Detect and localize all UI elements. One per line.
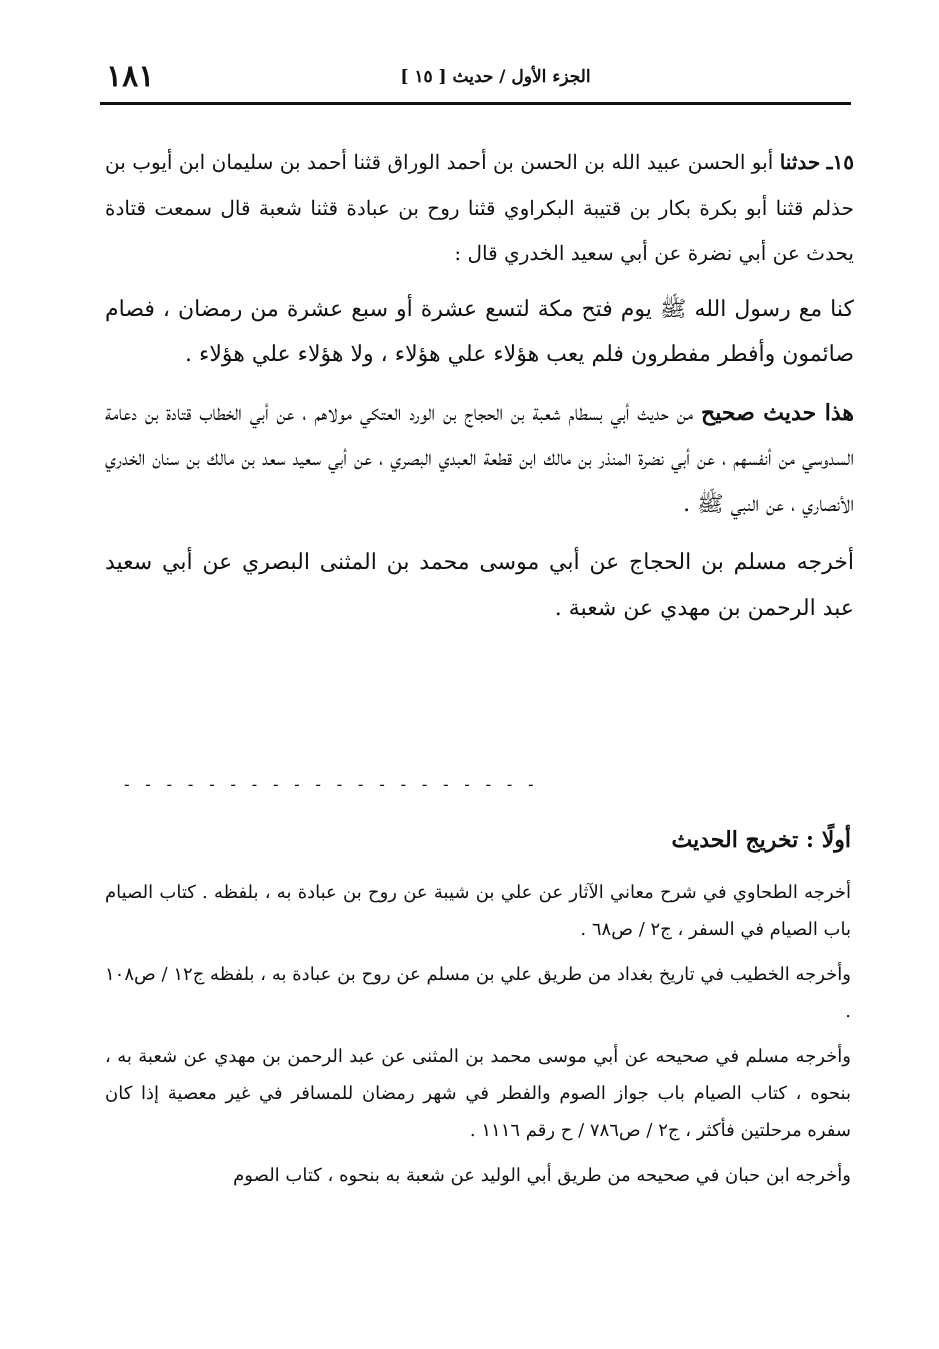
isnad-text: أبو الحسن عبيد الله بن الحسن بن أحمد الوراق قثنا أحمد بن سليمان ابن أيوب بن حذلم قثنا أبو بكرة بكار بن قتيبة البكراوي قثنا روح بن عبادة قثنا شعبة قال سمعت قتادة يحدث عن أبي نضرة عن أبي سعيد الخدري قال : <box>105 150 854 265</box>
footnote-item: وأخرجه الخطيب في تاريخ بغداد من طريق علي بن مسلم عن روح بن عبادة به ، بلفظه ج١٢ / ص١٠٨ . <box>105 964 851 1022</box>
hadith-number: ١٥ـ <box>826 150 855 174</box>
hadith-isnad <box>105 140 854 277</box>
grading-opening: هذا حديث صحيح <box>701 399 855 426</box>
page-header <box>100 58 851 105</box>
footnote-item: أخرجه الطحاوي في شرح معاني الآثار عن علي بن شيبة عن روح بن عبادة به ، بلفظه . كتاب الصيام باب الصيام في السفر ، ج٢ / ص٦٨ . <box>105 882 851 940</box>
commentary-takhrij: أخرجه مسلم بن الحجاج عن أبي موسى محمد بن المثنى البصري عن أبي سعيد عبد الرحمن بن مهدي عن شعبة . <box>105 550 854 621</box>
commentary-grading <box>105 391 854 528</box>
footnotes <box>105 818 851 1202</box>
running-title: الجزء الأول / حديث [ ١٥ ] <box>400 67 591 87</box>
footnotes-heading: أولًا : تخريج الحديث <box>671 827 851 853</box>
grading-text: من حديث أبي بسطام شعبة بن الحجاج بن الورد العتكي مولاهم ، عن أبي الخطاب قتادة بن دعامة السدوسي من أنفسهم ، عن أبي نضرة المنذر بن مالك ابن قطعة العبدي البصري ، عن أبي سعيد سعد بن مالك بن سنان الخدري الأنصاري ، عن النبي ﷺ . <box>105 400 855 517</box>
footnote-item: وأخرجه مسلم في صحيحه عن أبي موسى محمد بن المثنى عن عبد الرحمن بن مهدي عن شعبة به ، بنحوه ، كتاب الصيام باب جواز الصوم والفطر في شهر رمضان للمسافر في غير معصية إذا كان سفره مرحلتين فأكثر ، ج٢ / ص٧٨٦ / ح رقم ١١١٦ . <box>105 1046 851 1141</box>
isnad-opening: حدثنا <box>779 150 821 174</box>
footnote-divider: - - - - - - - - - - - - - - - - - - - - <box>122 775 537 794</box>
page-number: ١٨١ <box>106 59 155 94</box>
hadith-matn: كنا مع رسول الله ﷺ يوم فتح مكة لتسع عشرة أو سبع عشرة من رمضان ، فصام صائمون وأفطر مفطرون فلم يعب هؤلاء علي هؤلاء ، ولا هؤلاء علي هؤلاء . <box>105 296 854 367</box>
main-text <box>105 140 854 644</box>
footnote-item: وأخرجه ابن حبان في صحيحه من طريق أبي الوليد عن شعبة به بنحوه ، كتاب الصوم <box>233 1165 851 1186</box>
